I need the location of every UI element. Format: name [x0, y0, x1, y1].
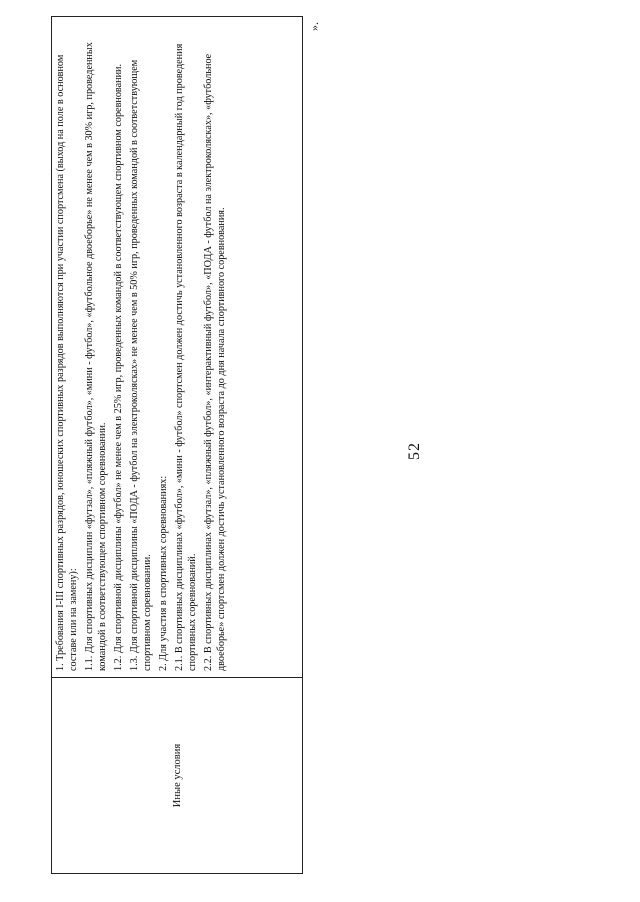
page-number: 52 [406, 442, 423, 460]
conditions-text-cell [52, 17, 302, 677]
rotated-page [20, 16, 620, 886]
condition-paragraph: 2.2. В спортивных дисциплинах «футзал», «пляжный футбол», «интерактивный футбол», «ПОДА - футбол на электроколясках», «футбольное двоеборье» спортсмен должен достичь установленного возраста до дня начала спортивного соревнования. [203, 53, 227, 671]
condition-paragraph: 2.1. В спортивных дисциплинах «футбол», «мини - футбол» спортсмен должен достичь установленного возраста в календарный год проведения спортивных соревнований. [174, 43, 198, 671]
condition-paragraph: 1.1. Для спортивных дисциплин «футзал», «пляжный футбол», «мини - футбол», «футбольное двоеборье» не менее чем в 30% игр, проведенных командой в соответствующем спортивном соревновании. [84, 42, 108, 671]
conditions-table [51, 16, 303, 874]
condition-paragraph: 1.2. Для спортивной дисциплины «футбол» не менее чем в 25% игр, проведенных командой в соответствующем спортивном соревновании. [113, 63, 124, 671]
section-label-cell [52, 677, 302, 873]
condition-paragraph: 1. Требования I-III спортивных разрядов, юношеских спортивных разрядов выполняются при участии спортсмена (выход на поле в основном составе или на замену): [55, 54, 79, 671]
section-label: Иные условия [171, 743, 183, 808]
closing-quote-mark: ». [307, 22, 321, 31]
condition-paragraph: 1.3. Для спортивной дисциплины «ПОДА - футбол на электроколясках» не менее чем в 50% игр, проведенных командой в соответствующем спортивном соревновании. [129, 59, 153, 671]
condition-paragraph: 2. Для участия в спортивных соревнованиях: [158, 475, 169, 671]
